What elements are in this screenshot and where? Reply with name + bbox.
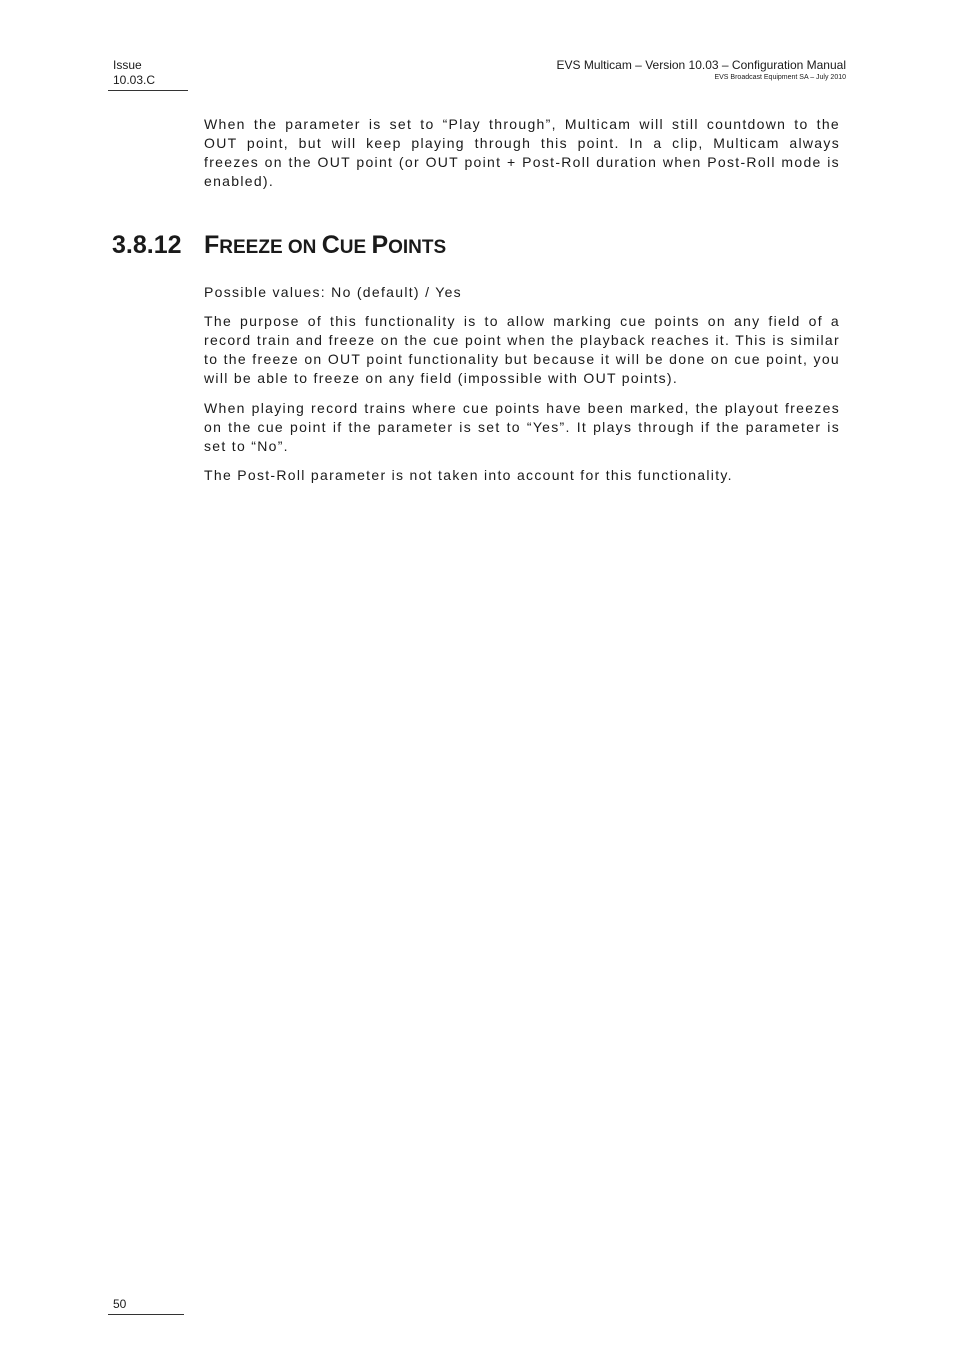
page-footer	[108, 1297, 184, 1315]
issue-number: 10.03.C	[113, 73, 156, 87]
section-title-part: UE	[339, 237, 372, 258]
section-title-part: C	[321, 231, 340, 259]
header-title-block	[557, 58, 847, 83]
section-title-part: F	[204, 231, 220, 259]
section-heading	[112, 228, 446, 265]
header-issue-block	[108, 58, 188, 91]
manual-title: EVS Multicam – Version 10.03 – Configuration Manual	[556, 58, 846, 72]
section-title-part: OINTS	[388, 237, 447, 258]
section-number: 3.8.12	[112, 231, 182, 259]
intro-paragraph: When the parameter is set to “Play through”, Multicam will still countdown to the OUT point, but will keep playing through this point. In a clip, Multicam always freezes on the OUT point (or OUT point + Post-Roll duration when Post-Roll mode is enabled).	[204, 116, 840, 189]
page-number: 50	[113, 1297, 127, 1311]
section-title-part: P	[371, 231, 389, 259]
purpose-paragraph: The purpose of this functionality is to allow marking cue points on any field of a record train and freeze on the cue point when the playback reaches it. This is similar to the freeze on OUT point functionality but because it will be done on cue point, you will be able to freeze on any field (impossible with OUT points).	[204, 313, 840, 386]
possible-values: Possible values: No (default) / Yes	[204, 284, 462, 300]
issue-label: Issue	[113, 58, 142, 72]
playing-paragraph: When playing record trains where cue points have been marked, the playout freezes on the cue point if the parameter is set to “Yes”. It plays through if the parameter is set to “No”.	[204, 400, 840, 454]
section-title-part: REEZE ON	[219, 237, 322, 258]
publisher-line: EVS Broadcast Equipment SA – July 2010	[714, 74, 846, 81]
postroll-paragraph: The Post-Roll parameter is not taken into account for this functionality.	[204, 467, 733, 483]
